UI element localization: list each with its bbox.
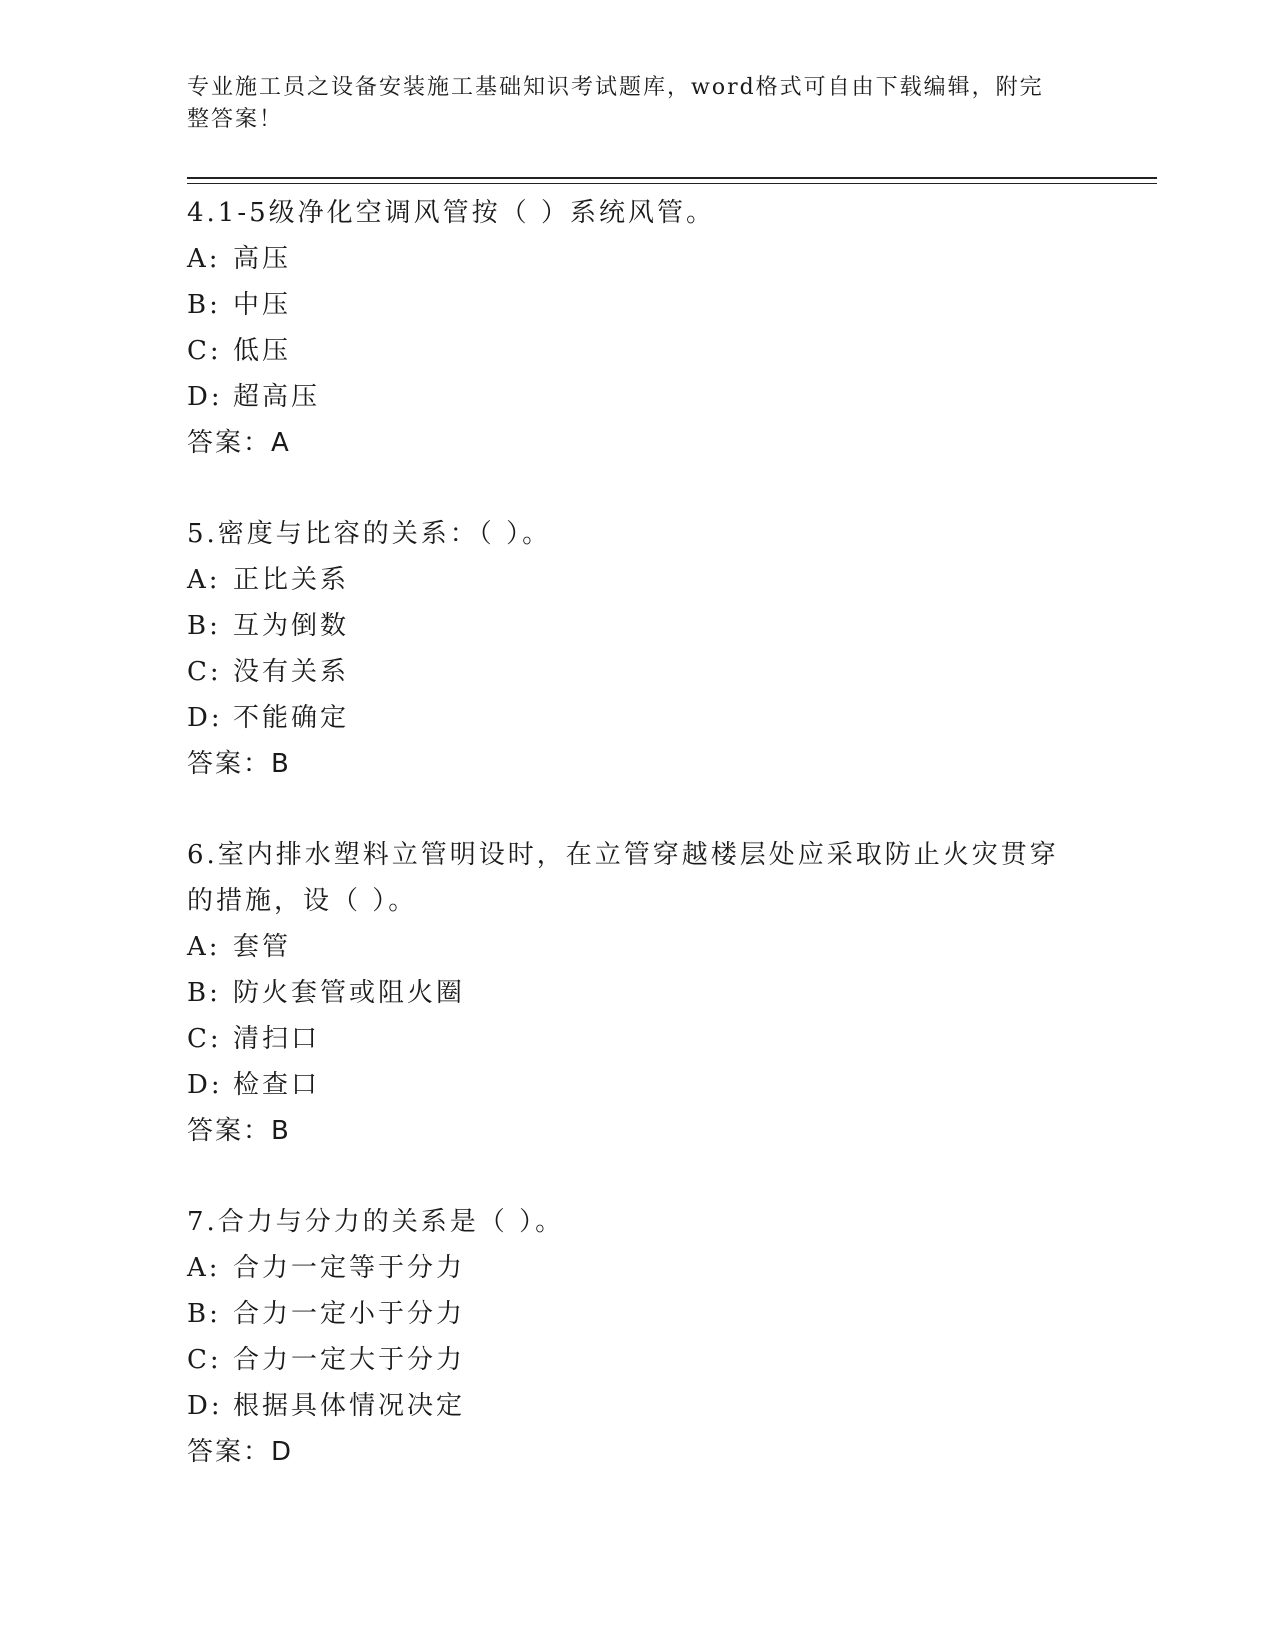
answer-line: 答案：A	[187, 428, 291, 458]
option-key: C:	[187, 336, 222, 366]
option-text: 没有关系	[233, 657, 350, 687]
option-text: 高压	[233, 244, 292, 274]
answer-line: 答案：D	[187, 1437, 294, 1467]
option-text: 中压	[233, 290, 292, 320]
header-line-1: 专业施工员之设备安装施工基础知识考试题库，word格式可自由下载编辑，附完	[187, 75, 1044, 100]
option-key: B:	[187, 978, 221, 1008]
option-key: A:	[187, 932, 221, 962]
header-line-2: 整答案！	[187, 107, 284, 132]
option-text: 清扫口	[233, 1024, 321, 1054]
option-key: A:	[187, 565, 221, 595]
option-key: C:	[187, 657, 222, 687]
option-text: 合力一定等于分力	[233, 1253, 466, 1283]
question-7	[187, 1199, 1087, 1475]
option-text: 低压	[233, 336, 292, 366]
option-b	[187, 603, 1087, 649]
option-text: 防火套管或阻火圈	[233, 978, 466, 1008]
question-stem-line-1: 6.室内排水塑料立管明设时，在立管穿越楼层处应采取防止火灾贯穿	[187, 840, 1059, 870]
option-c	[187, 1337, 1087, 1383]
question-stem: 4.1-5级净化空调风管按（ ）系统风管。	[187, 198, 715, 228]
document-header	[187, 72, 1087, 136]
option-b	[187, 1291, 1087, 1337]
option-text: 检查口	[233, 1070, 321, 1100]
question-list	[187, 190, 1087, 1520]
option-a	[187, 236, 1087, 282]
option-text: 正比关系	[233, 565, 350, 595]
option-text: 根据具体情况决定	[233, 1391, 466, 1421]
question-6	[187, 832, 1087, 1154]
option-d	[187, 1062, 1087, 1108]
option-a	[187, 557, 1087, 603]
header-divider-thick	[187, 177, 1157, 179]
question-stem-line-2: 的措施，设（ ）。	[187, 886, 418, 916]
option-d	[187, 1383, 1087, 1429]
question-5	[187, 511, 1087, 787]
option-a	[187, 924, 1087, 970]
option-text: 套管	[233, 932, 292, 962]
option-key: A:	[187, 244, 221, 274]
option-key: D:	[187, 382, 223, 412]
option-b	[187, 282, 1087, 328]
option-c	[187, 649, 1087, 695]
answer-line: 答案：B	[187, 749, 291, 779]
question-stem: 5.密度与比容的关系：（ ）。	[187, 519, 552, 549]
option-text: 互为倒数	[233, 611, 350, 641]
option-key: B:	[187, 290, 221, 320]
option-b	[187, 970, 1087, 1016]
option-text: 合力一定大于分力	[233, 1345, 466, 1375]
option-key: C:	[187, 1024, 222, 1054]
option-text: 超高压	[233, 382, 321, 412]
option-a	[187, 1245, 1087, 1291]
option-text: 合力一定小于分力	[233, 1299, 466, 1329]
option-key: B:	[187, 1299, 221, 1329]
option-key: D:	[187, 703, 223, 733]
option-d	[187, 374, 1087, 420]
answer-line: 答案：B	[187, 1116, 291, 1146]
option-d	[187, 695, 1087, 741]
option-c	[187, 1016, 1087, 1062]
option-key: D:	[187, 1070, 223, 1100]
option-key: A:	[187, 1253, 221, 1283]
option-key: C:	[187, 1345, 222, 1375]
question-stem: 7.合力与分力的关系是（ ）。	[187, 1207, 565, 1237]
header-divider-thin	[187, 183, 1157, 184]
option-key: D:	[187, 1391, 223, 1421]
question-4	[187, 190, 1087, 466]
option-key: B:	[187, 611, 221, 641]
option-text: 不能确定	[233, 703, 350, 733]
option-c	[187, 328, 1087, 374]
